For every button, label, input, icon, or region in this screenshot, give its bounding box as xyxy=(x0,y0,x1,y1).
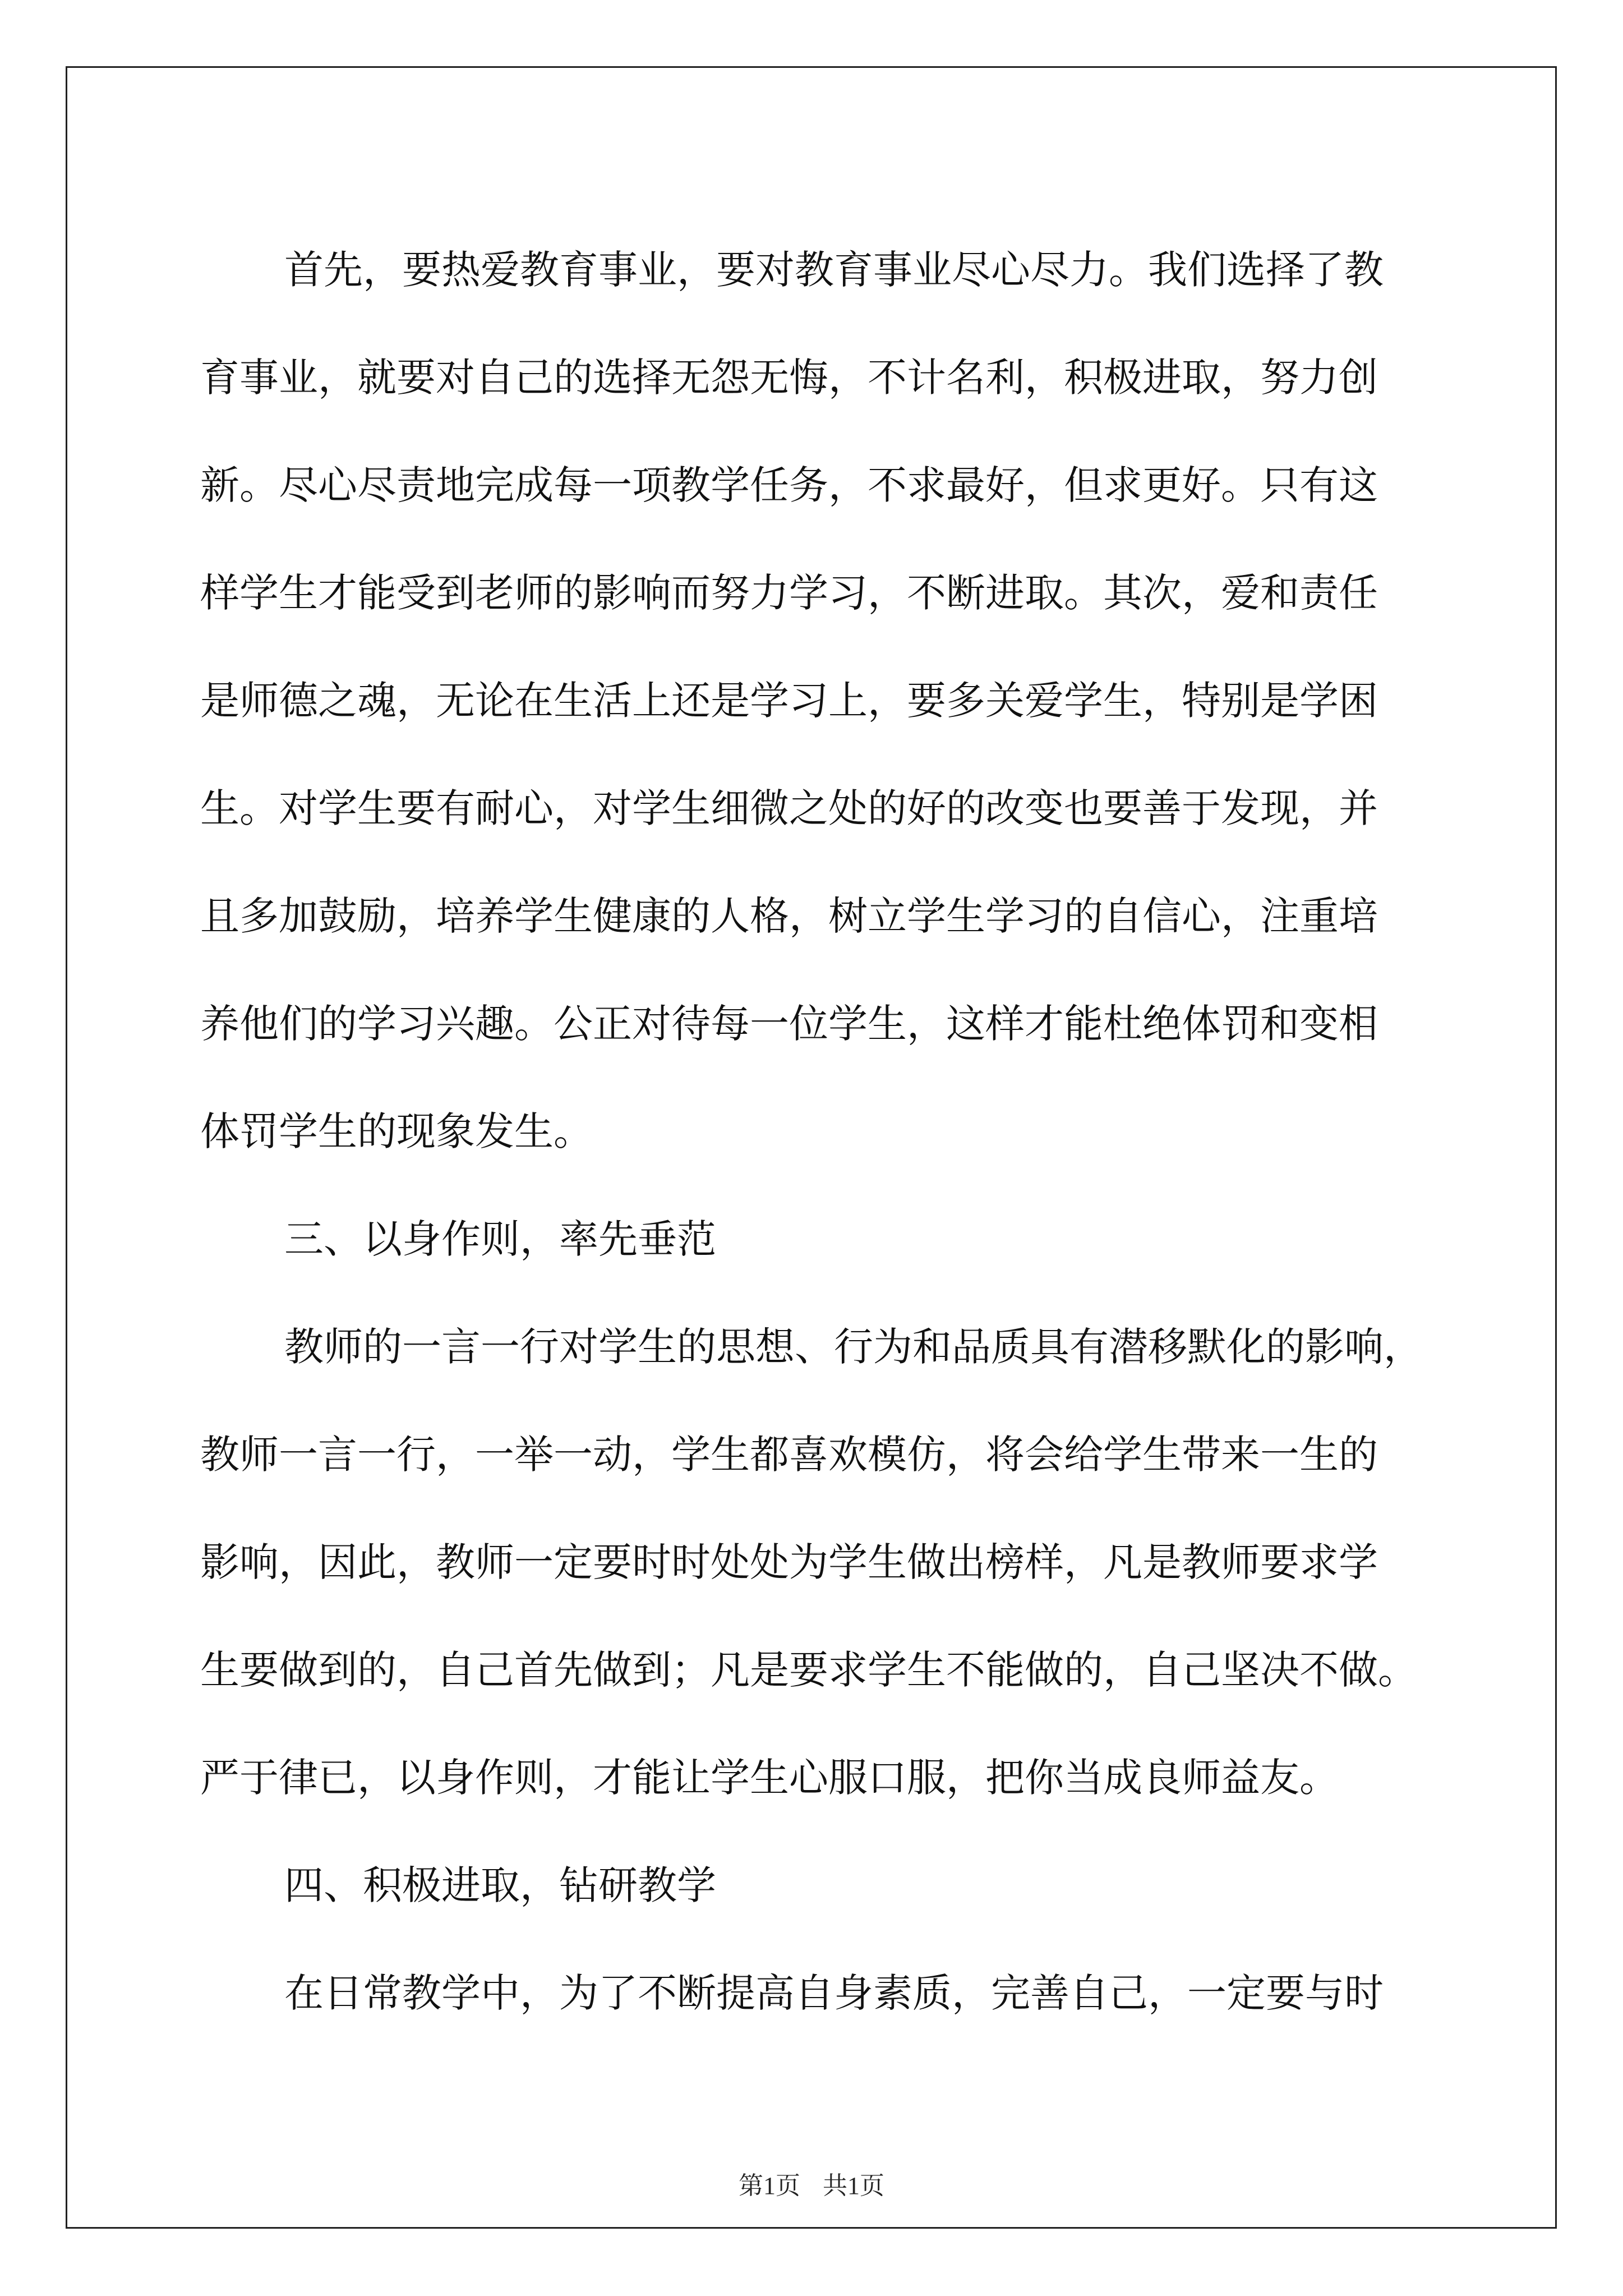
page-total: 共1页 xyxy=(823,2172,884,2200)
paragraph-line: 体罚学生的现象发生。 xyxy=(200,1108,593,1154)
paragraph-line: 严于律已，以身作则，才能让学生心服口服，把你当成良师益友。 xyxy=(200,1755,1339,1801)
paragraph-line: 新。尽心尽责地完成每一项教学任务，不求最好，但求更好。只有这 xyxy=(200,462,1378,508)
page-number: 第1页 xyxy=(739,2172,800,2200)
paragraph-line: 养他们的学习兴趣。公正对待每一位学生，这样才能杜绝体罚和变相 xyxy=(200,1001,1378,1047)
paragraph-line: 且多加鼓励，培养学生健康的人格，树立学生学习的自信心，注重培 xyxy=(200,893,1378,939)
paragraph-line: 教师一言一行，一举一动，学生都喜欢模仿，将会给学生带来一生的 xyxy=(200,1432,1378,1478)
paragraph-line: 是师德之魂，无论在生活上还是学习上，要多关爱学生，特别是学困 xyxy=(200,678,1378,724)
paragraph-line: 样学生才能受到老师的影响而努力学习，不断进取。其次，爱和责任 xyxy=(200,570,1378,616)
page-footer xyxy=(0,2165,1623,2201)
paragraph-line: 生要做到的，自己首先做到；凡是要求学生不能做的，自己坚决不做。 xyxy=(200,1647,1417,1693)
section-heading: 四、积极进取，钻研教学 xyxy=(284,1862,716,1908)
paragraph-line: 在日常教学中，为了不断提高自身素质，完善自己，一定要与时 xyxy=(284,1970,1384,2016)
document-body xyxy=(200,216,1434,2047)
section-heading: 三、以身作则，率先垂范 xyxy=(284,1216,716,1262)
paragraph-line: 首先，要热爱教育事业，要对教育事业尽心尽力。我们选择了教 xyxy=(284,247,1384,293)
paragraph-line: 育事业，就要对自己的选择无怨无悔，不计名利，积极进取，努力创 xyxy=(200,355,1378,401)
paragraph-line: 影响，因此，教师一定要时时处处为学生做出榜样，凡是教师要求学 xyxy=(200,1539,1378,1585)
paragraph-line: 教师的一言一行对学生的思想、行为和品质具有潜移默化的影响， xyxy=(284,1324,1423,1370)
paragraph-line: 生。对学生要有耐心，对学生细微之处的好的改变也要善于发现，并 xyxy=(200,785,1378,831)
